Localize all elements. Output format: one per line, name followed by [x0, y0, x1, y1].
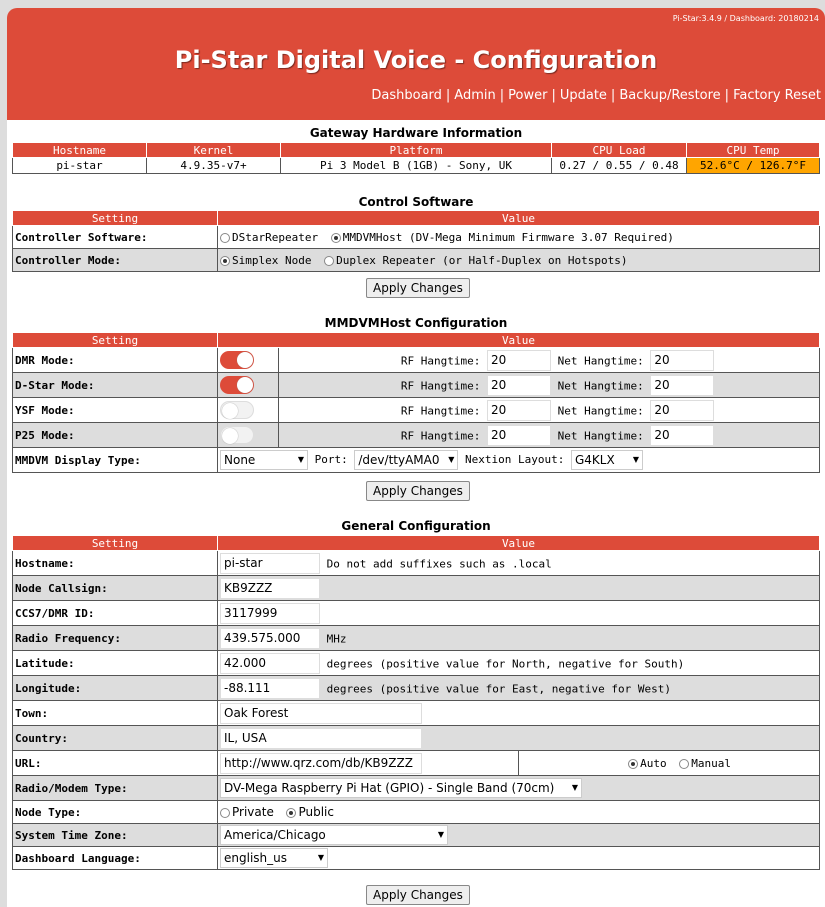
mmdvmhost-label: MMDVMHost (DV-Mega Minimum Firmware 3.07 Required): [342, 230, 674, 244]
ysf-mode-label: YSF Mode:: [13, 398, 218, 423]
url-cell: [218, 751, 519, 776]
language-cell: [218, 847, 820, 870]
dmr-net-hangtime-input[interactable]: [650, 350, 714, 371]
platform-value: Pi 3 Model B (1GB) - Sony, UK: [281, 158, 552, 174]
radio-node-private[interactable]: [220, 808, 230, 818]
longitude-note: degrees (positive value for East, negative for West): [326, 682, 671, 695]
chevron-down-icon: ▼: [437, 830, 444, 839]
url-mode-cell: [519, 751, 820, 776]
duplex-label: Duplex Repeater (or Half-Duplex on Hotspots): [336, 253, 628, 267]
modem-type-value: DV-Mega Raspberry Pi Hat (GPIO) - Single Band (70cm): [224, 781, 555, 795]
timezone-value: America/Chicago: [224, 828, 326, 842]
radio-url-auto[interactable]: [628, 759, 638, 769]
dmr-toggle-cell: [218, 348, 279, 373]
display-type-label: MMDVM Display Type:: [13, 448, 218, 473]
p25-mode-label: P25 Mode:: [13, 423, 218, 448]
header-banner: [7, 8, 825, 120]
modem-type-select[interactable]: [220, 778, 582, 798]
rf-hangtime-label: RF Hangtime:: [400, 379, 481, 392]
col-cpu-load: CPU Load: [552, 143, 687, 158]
col-value: Value: [218, 333, 820, 348]
timezone-label: System Time Zone:: [13, 824, 218, 847]
ysf-hangtime-cell: [279, 398, 820, 423]
url-label: URL:: [13, 751, 218, 776]
dmr-rf-hangtime-input[interactable]: [487, 350, 551, 371]
col-value: Value: [218, 211, 820, 226]
town-label: Town:: [13, 701, 218, 726]
hostname-note: Do not add suffixes such as .local: [326, 557, 552, 570]
col-kernel: Kernel: [147, 143, 281, 158]
chevron-down-icon: ▼: [297, 455, 304, 464]
net-hangtime-label: Net Hangtime:: [557, 404, 644, 417]
timezone-cell: [218, 824, 820, 847]
country-cell: [218, 726, 820, 751]
kernel-value: 4.9.35-v7+: [147, 158, 281, 174]
frequency-cell: [218, 626, 820, 651]
dstar-mode-toggle[interactable]: [220, 376, 254, 394]
frequency-input[interactable]: [220, 628, 320, 649]
ysf-mode-toggle[interactable]: [220, 401, 254, 419]
control-section-title: Control Software: [358, 195, 474, 209]
display-type-cell: [218, 448, 820, 473]
control-table: [12, 210, 820, 272]
controller-software-cell: [218, 226, 820, 249]
timezone-select[interactable]: [220, 825, 448, 845]
mmdvm-table: [12, 332, 820, 473]
p25-hangtime-cell: [279, 423, 820, 448]
p25-rf-hangtime-input[interactable]: [487, 425, 551, 446]
dstar-toggle-cell: [218, 373, 279, 398]
cpu-temp-value: 52.6°C / 126.7°F: [687, 158, 820, 174]
net-hangtime-label: Net Hangtime:: [557, 379, 644, 392]
nav-backup-restore[interactable]: Backup/Restore: [619, 88, 721, 103]
radio-url-manual[interactable]: [679, 759, 689, 769]
longitude-cell: [218, 676, 820, 701]
frequency-label: Radio Frequency:: [13, 626, 218, 651]
node-private-label: Private: [232, 805, 274, 819]
language-label: Dashboard Language:: [13, 847, 218, 870]
main-content: [7, 120, 825, 907]
nav-factory-reset[interactable]: Factory Reset: [733, 88, 821, 103]
ysf-net-hangtime-input[interactable]: [650, 400, 714, 421]
chevron-down-icon: ▼: [571, 783, 578, 792]
rf-hangtime-label: RF Hangtime:: [400, 404, 481, 417]
display-type-value: None: [224, 453, 256, 467]
dmr-id-input[interactable]: [220, 603, 320, 624]
controller-mode-cell: [218, 249, 820, 272]
radio-node-public[interactable]: [286, 808, 296, 818]
col-value: Value: [218, 536, 820, 551]
controller-mode-label: Controller Mode:: [13, 249, 218, 272]
general-apply-button[interactable]: Apply Changes: [366, 885, 470, 905]
latitude-note: degrees (positive value for North, negative for South): [326, 657, 685, 670]
control-apply-button[interactable]: Apply Changes: [366, 278, 470, 298]
top-nav: Dashboard | Admin | Power | Update | Backup/Restore | Factory Reset: [371, 88, 821, 103]
controller-software-label: Controller Software:: [13, 226, 218, 249]
ysf-toggle-cell: [218, 398, 279, 423]
col-platform: Platform: [281, 143, 552, 158]
net-hangtime-label: Net Hangtime:: [557, 354, 644, 367]
display-type-select[interactable]: [220, 450, 308, 470]
chevron-down-icon: ▼: [448, 455, 455, 464]
port-label: Port:: [314, 453, 348, 466]
dstar-hangtime-cell: [279, 373, 820, 398]
simplex-label: Simplex Node: [232, 253, 312, 267]
callsign-cell: [218, 576, 820, 601]
modem-type-cell: [218, 776, 820, 801]
chevron-down-icon: ▼: [632, 455, 639, 464]
nav-update[interactable]: Update: [559, 88, 607, 103]
longitude-input[interactable]: [220, 678, 320, 699]
callsign-input[interactable]: [220, 578, 320, 599]
col-setting: Setting: [13, 211, 218, 226]
radio-duplex[interactable]: [324, 256, 334, 266]
dstar-mode-label: D-Star Mode:: [13, 373, 218, 398]
nextion-layout-label: Nextion Layout:: [465, 453, 565, 466]
general-table: [12, 535, 820, 870]
language-value: english_us: [224, 851, 287, 865]
radio-simplex[interactable]: [220, 256, 230, 266]
rf-hangtime-label: RF Hangtime:: [400, 429, 481, 442]
chevron-down-icon: ▼: [317, 853, 324, 862]
nav-admin[interactable]: Admin: [454, 88, 496, 103]
radio-mmdvmhost[interactable]: [331, 233, 341, 243]
town-cell: [218, 701, 820, 726]
p25-mode-toggle[interactable]: [220, 426, 254, 444]
ysf-rf-hangtime-input[interactable]: [487, 400, 551, 421]
url-input[interactable]: [220, 753, 422, 774]
latitude-input[interactable]: [220, 653, 320, 674]
frequency-unit: MHz: [326, 632, 347, 645]
net-hangtime-label: Net Hangtime:: [557, 429, 644, 442]
dstar-net-hangtime-input[interactable]: [650, 375, 714, 396]
dmr-mode-label: DMR Mode:: [13, 348, 218, 373]
country-input[interactable]: [220, 728, 422, 749]
hostname-label: Hostname:: [13, 551, 218, 576]
col-setting: Setting: [13, 333, 218, 348]
language-select[interactable]: [220, 848, 328, 868]
col-hostname: Hostname: [13, 143, 147, 158]
dstarrepeater-label: DStarRepeater: [232, 230, 319, 244]
cpu-load-value: 0.27 / 0.55 / 0.48: [552, 158, 687, 174]
hostname-input[interactable]: [220, 553, 320, 574]
p25-net-hangtime-input[interactable]: [650, 425, 714, 446]
nav-power[interactable]: Power: [508, 88, 548, 103]
dmr-mode-toggle[interactable]: [220, 351, 254, 369]
url-auto-label: Auto: [640, 756, 667, 770]
latitude-label: Latitude:: [13, 651, 218, 676]
country-label: Country:: [13, 726, 218, 751]
nav-dashboard[interactable]: Dashboard: [371, 88, 442, 103]
callsign-label: Node Callsign:: [13, 576, 218, 601]
port-select[interactable]: [354, 450, 458, 470]
version-info: Pi-Star:3.4.9 / Dashboard: 20180214: [672, 14, 819, 23]
hostname-cell: [218, 551, 820, 576]
hardware-table: [12, 142, 820, 174]
mmdvm-apply-button[interactable]: Apply Changes: [366, 481, 470, 501]
longitude-label: Longitude:: [13, 676, 218, 701]
port-value: /dev/ttyAMA0: [358, 453, 440, 467]
dstar-rf-hangtime-input[interactable]: [487, 375, 551, 396]
node-public-label: Public: [298, 805, 334, 819]
node-type-cell: [218, 801, 820, 824]
hostname-value: pi-star: [13, 158, 147, 174]
nextion-layout-value: G4KLX: [574, 453, 615, 467]
modem-type-label: Radio/Modem Type:: [13, 776, 218, 801]
radio-dstarrepeater[interactable]: [220, 233, 230, 243]
dmr-id-label: CCS7/DMR ID:: [13, 601, 218, 626]
col-setting: Setting: [13, 536, 218, 551]
url-manual-label: Manual: [691, 756, 731, 770]
col-cpu-temp: CPU Temp: [687, 143, 820, 158]
mmdvm-section-title: MMDVMHost Configuration: [324, 316, 508, 330]
nextion-layout-select[interactable]: [571, 450, 643, 470]
general-section-title: General Configuration: [341, 519, 491, 533]
hardware-section-title: Gateway Hardware Information: [309, 126, 523, 140]
node-type-label: Node Type:: [13, 801, 218, 824]
dmr-id-cell: [218, 601, 820, 626]
dmr-hangtime-cell: [279, 348, 820, 373]
rf-hangtime-label: RF Hangtime:: [400, 354, 481, 367]
p25-toggle-cell: [218, 423, 279, 448]
latitude-cell: [218, 651, 820, 676]
page-title: Pi-Star Digital Voice - Configuration: [174, 46, 658, 74]
town-input[interactable]: [220, 703, 422, 724]
